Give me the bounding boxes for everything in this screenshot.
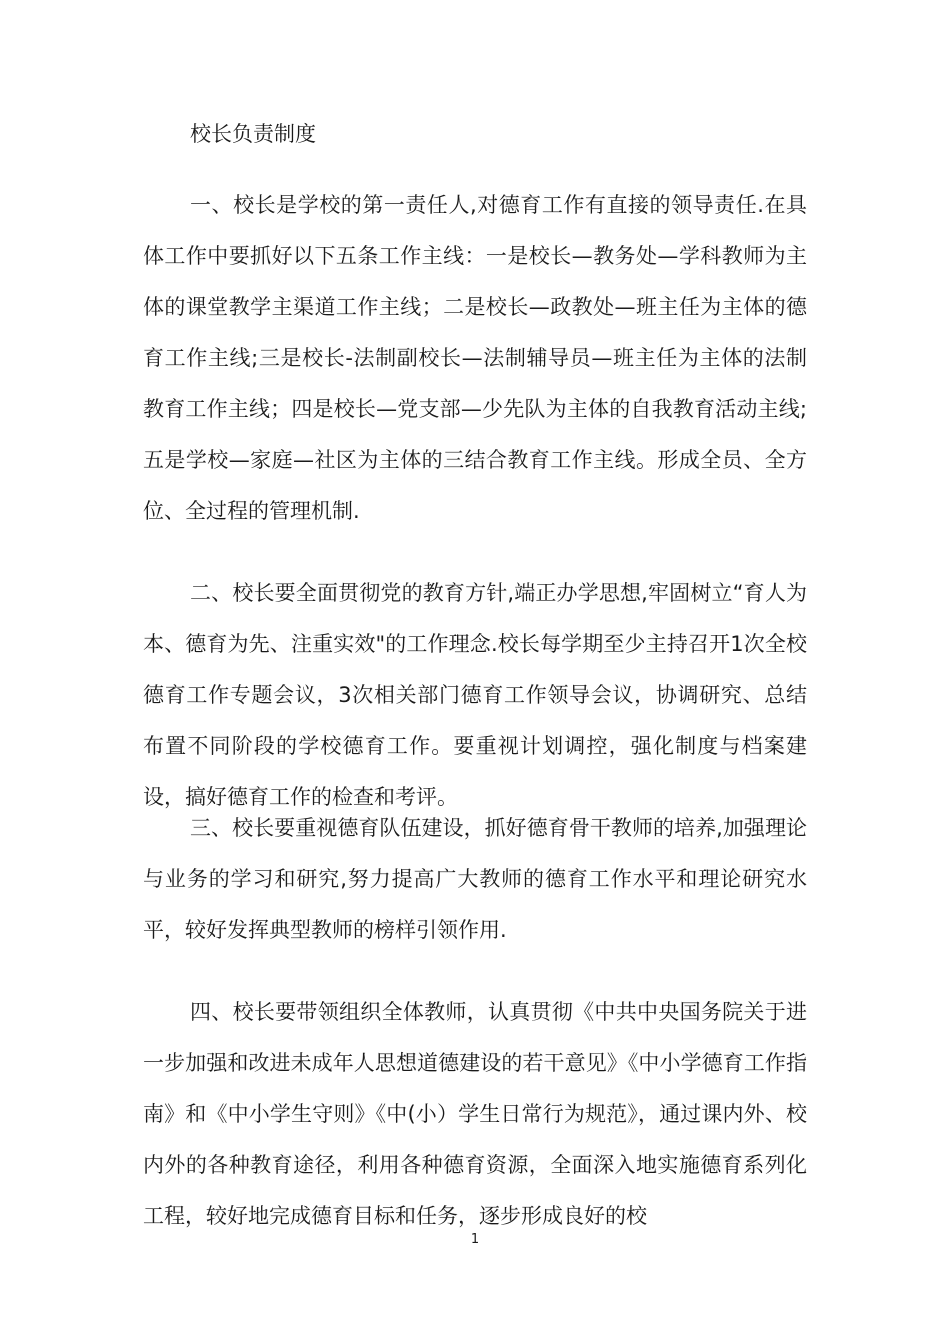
paragraph-1: 一、校长是学校的第一责任人,对德育工作有直接的领导责任.在具体工作中要抓好以下五条工作主线：一是校长—教务处—学科教师为主体的课堂教学主渠道工作主线；二是校长—政教处—班主任为主体的德育工作主线;三是校长-法制副校长—法制辅导员—班主任为主体的法制教育工作主线；四是校长—党支部—少先队为主体的自我教育活动主线;五是学校—家庭—社区为主体的三结合教育工作主线。形成全员、全方位、全过程的管理机制.	[143, 193, 807, 523]
page-number: 1	[470, 1232, 480, 1247]
paragraph-2: 二、校长要全面贯彻党的教育方针,端正办学思想,牢固树立“育人为本、德育为先、注重实效"的工作理念.校长每学期至少主持召开1次全校德育工作专题会议，3次相关部门德育工作领导会议，协调研究、总结布置不同阶段的学校德育工作。要重视计划调控，强化制度与档案建设，搞好德育工作的检查和考评。	[143, 581, 807, 809]
document-title: 校长负责制度	[190, 122, 316, 146]
paragraph-3: 三、校长要重视德育队伍建设，抓好德育骨干教师的培养,加强理论与业务的学习和研究,努力提高广大教师的德育工作水平和理论研究水平，较好发挥典型教师的榜样引领作用.	[143, 816, 807, 942]
paragraph-4: 四、校长要带领组织全体教师，认真贯彻《中共中央国务院关于进一步加强和改进未成年人思想道德建设的若干意见》《中小学德育工作指南》和《中小学生守则》《中(小）学生日常行为规范》，通过课内外、校内外的各种教育途径，利用各种德育资源，全面深入地实施德育系列化工程，较好地完成德育目标和任务，逐步形成良好的校	[143, 1000, 807, 1228]
